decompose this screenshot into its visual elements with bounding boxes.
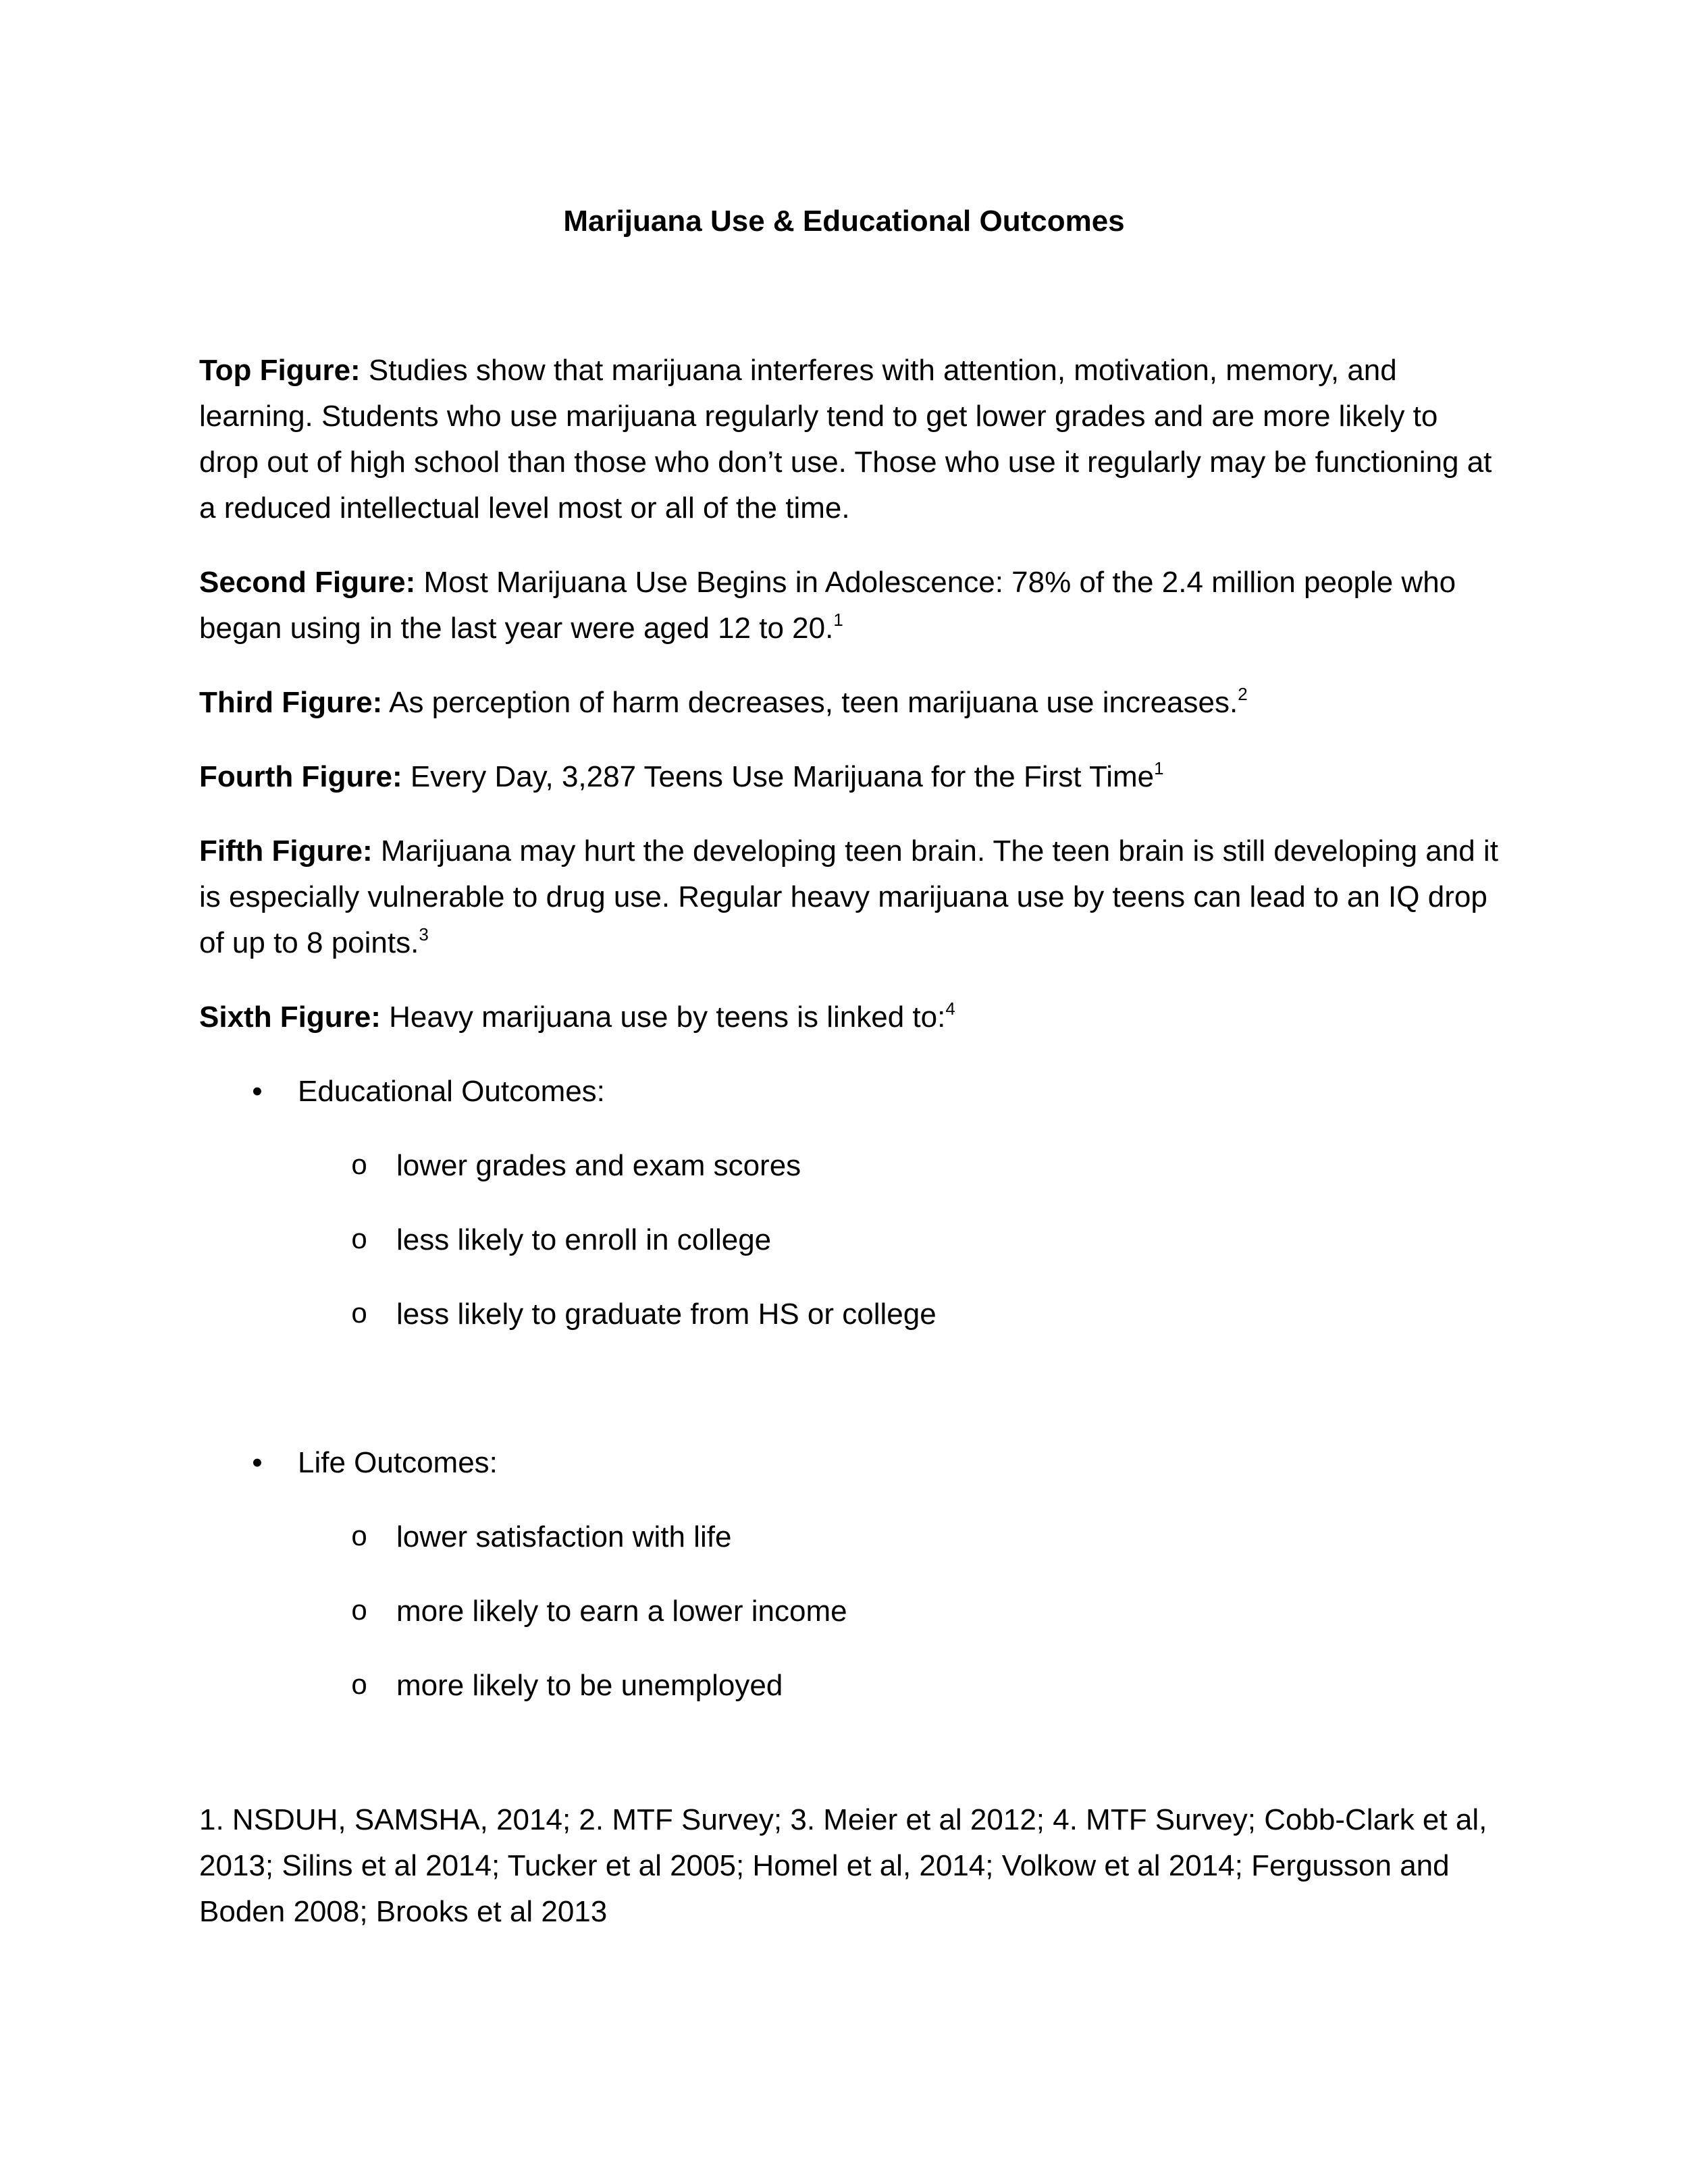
outcome-group-life [199, 1440, 1502, 1709]
paragraph-fourth-figure [199, 754, 1502, 800]
paragraph-label: Fourth Figure: [199, 760, 402, 793]
hollow-circle-icon: o [351, 1594, 367, 1626]
paragraph-text: Heavy marijuana use by teens is linked to: [380, 1001, 946, 1034]
paragraph-label: Second Figure: [199, 566, 416, 599]
paragraph-label: Top Figure: [199, 354, 361, 387]
bullet-icon: • [252, 1075, 263, 1108]
hollow-circle-icon: o [351, 1668, 367, 1700]
sub-list-item [199, 1514, 1502, 1560]
bullet-icon: • [252, 1446, 263, 1479]
document-title: Marijuana Use & Educational Outcomes [563, 205, 1125, 238]
hollow-circle-icon: o [351, 1297, 367, 1329]
references: 1. NSDUH, SAMSHA, 2014; 2. MTF Survey; 3. Meier et al 2012; 4. MTF Survey; Cobb-Clark et al, 2013; Silins et al 2014; Tucker et al 2005; Homel et al, 2014; Volkow et al 2014; Fergusson and Boden 2008; Brooks et al 2013 [199, 1803, 1487, 1928]
sub-list-item [199, 1663, 1502, 1709]
sub-list-text: less likely to graduate from HS or college [396, 1298, 937, 1331]
spacer [199, 1366, 1502, 1440]
paragraph-sixth-figure [199, 994, 1502, 1040]
paragraph-label: Fifth Figure: [199, 834, 373, 868]
paragraph-third-figure [199, 680, 1502, 726]
paragraph-fifth-figure [199, 828, 1502, 966]
hollow-circle-icon: o [351, 1223, 367, 1254]
bullet-heading: Educational Outcomes: [298, 1075, 605, 1108]
outcome-group-educational [199, 1069, 1502, 1337]
sub-list-item [199, 1217, 1502, 1263]
paragraph-text: Most Marijuana Use Begins in Adolescence: 78% of the 2.4 million people who began using in the last year were aged 12 to 20. [199, 566, 1456, 645]
footnote-marker: 2 [1238, 684, 1248, 705]
footnote-marker: 1 [1154, 758, 1164, 779]
paragraph-text: As perception of harm decreases, teen marijuana use increases. [382, 686, 1238, 719]
paragraph-label: Sixth Figure: [199, 1001, 381, 1034]
paragraph-text: Marijuana may hurt the developing teen brain. The teen brain is still developing and it is especially vulnerable to drug use. Regular heavy marijuana use by teens can lead to an IQ drop of up to 8 points. [199, 834, 1498, 959]
footnote-marker: 3 [419, 924, 429, 945]
paragraph-label: Third Figure: [199, 686, 383, 719]
paragraph-top-figure [199, 348, 1502, 531]
footnote-marker: 4 [945, 998, 955, 1019]
sub-list-item [199, 1589, 1502, 1634]
footnote-marker: 1 [833, 610, 843, 631]
paragraph-text: Studies show that marijuana interferes with attention, motivation, memory, and learning. Students who use marijuana regularly tend to get lower grades and are more likely to drop out of high school than those who don’t use. Those who use it regularly may be functioning at a reduced intellectual level most or all of the time. [199, 354, 1492, 525]
paragraph-second-figure [199, 560, 1502, 651]
bullet-heading: Life Outcomes: [298, 1446, 498, 1479]
bullet-item [199, 1069, 1502, 1115]
sub-list-item [199, 1143, 1502, 1189]
sub-list-text: less likely to enroll in college [396, 1223, 772, 1256]
hollow-circle-icon: o [351, 1148, 367, 1180]
document-body [199, 348, 1502, 1737]
sub-list-item [199, 1291, 1502, 1337]
sub-list-text: more likely to earn a lower income [396, 1595, 847, 1628]
paragraph-text: Every Day, 3,287 Teens Use Marijuana for the First Time [402, 760, 1155, 793]
sub-list-text: lower satisfaction with life [396, 1520, 732, 1553]
sub-list-text: lower grades and exam scores [396, 1149, 801, 1182]
hollow-circle-icon: o [351, 1520, 367, 1551]
bullet-item [199, 1440, 1502, 1486]
sub-list-text: more likely to be unemployed [396, 1669, 783, 1702]
